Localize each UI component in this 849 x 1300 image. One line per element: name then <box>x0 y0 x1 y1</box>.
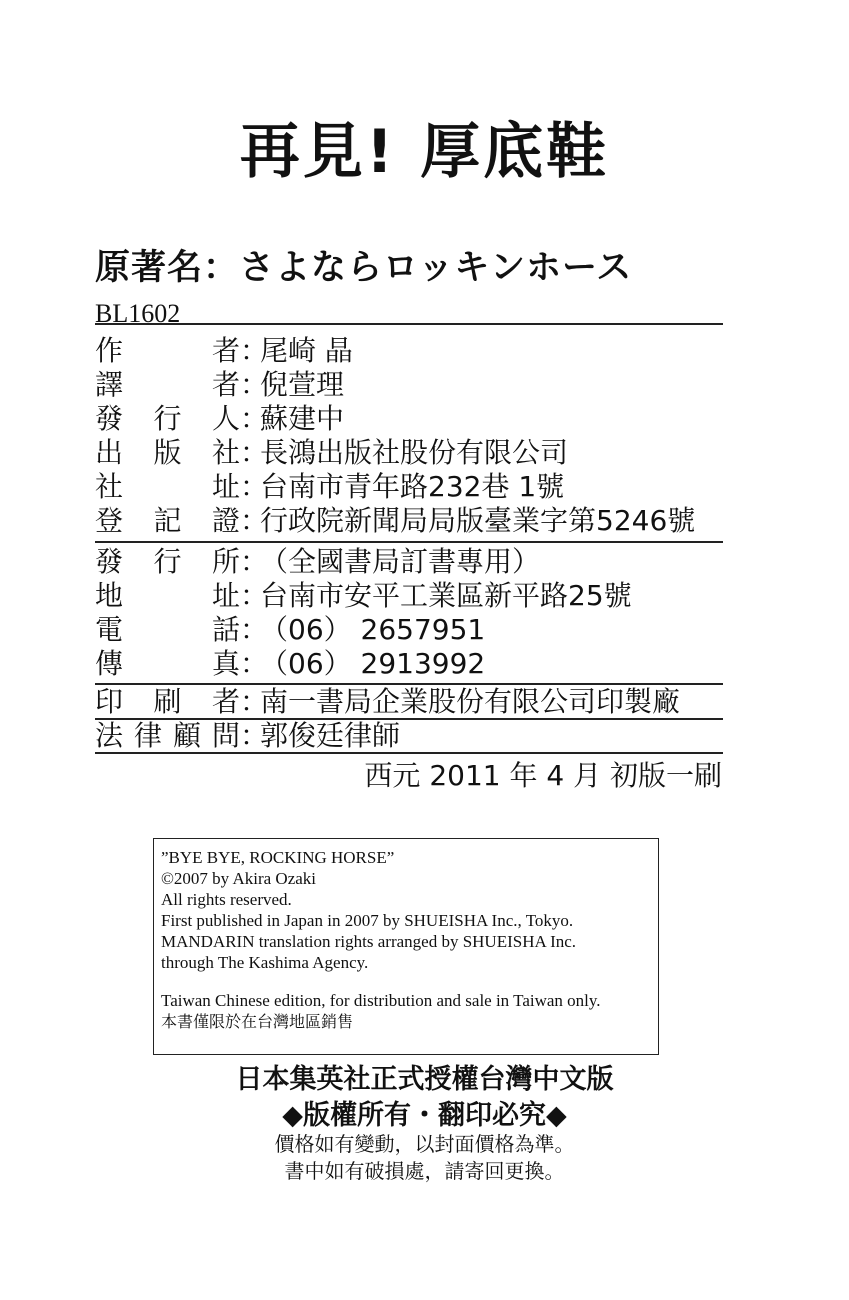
credit-label: 社址 <box>95 470 240 503</box>
license-statement: 日本集英社正式授權台灣中文版 <box>235 1064 614 1095</box>
credit-label: 地址 <box>95 579 240 612</box>
copyright-line: ©2007 by Akira Ozaki <box>161 869 317 888</box>
credit-row-translator <box>95 368 344 402</box>
divider-1 <box>95 323 723 325</box>
credit-value: 南一書局企業股份有限公司印製廠 <box>260 685 681 718</box>
colon: ： <box>240 436 269 469</box>
credit-value: （06） 2657951 <box>260 613 486 646</box>
credit-row-distributor-address <box>95 579 632 613</box>
credit-label: 法律顧問 <box>95 719 240 752</box>
chinese-note: 本書僅限於在台灣地區銷售 <box>161 1012 354 1031</box>
credit-label: 電話 <box>95 613 240 646</box>
divider-5 <box>95 752 723 754</box>
copyright-box <box>153 838 659 1055</box>
credit-label: 印刷者 <box>95 685 240 718</box>
colon: ： <box>240 647 269 680</box>
colon: ： <box>240 685 269 718</box>
credit-value: 長鴻出版社股份有限公司 <box>260 436 569 469</box>
credit-label: 出版社 <box>95 436 240 469</box>
edition-date: 西元 2011 年 4 月 初版一刷 <box>364 759 722 792</box>
credit-label: 作者 <box>95 334 240 367</box>
credit-row-registration <box>95 504 695 538</box>
credit-value: （06） 2913992 <box>260 647 486 680</box>
credit-row-publisher-person <box>95 402 344 436</box>
credit-label: 發行人 <box>95 402 240 435</box>
edition-note: Taiwan Chinese edition, for distribution and sale in Taiwan only. <box>161 991 601 1010</box>
book-title: 再見! 厚底鞋 <box>239 117 610 187</box>
credit-row-legal <box>95 719 400 753</box>
credit-value: 台南市青年路232巷 1號 <box>260 470 565 503</box>
rights-statement: ◆版權所有・翻印必究◆ <box>282 1100 567 1131</box>
credit-row-printer <box>95 685 680 719</box>
colon: ： <box>240 579 269 612</box>
credit-row-publisher <box>95 436 568 470</box>
credit-label: 譯者 <box>95 368 240 401</box>
divider-2 <box>95 541 723 543</box>
credit-row-author <box>95 334 353 368</box>
credit-row-fax <box>95 647 485 681</box>
copyright-line: First published in Japan in 2007 by SHUEISHA Inc., Tokyo. <box>161 911 574 930</box>
colon: ： <box>240 719 269 752</box>
original-title: 原著名：さよならロッキンホース <box>95 248 633 288</box>
credit-label: 傳真 <box>95 647 240 680</box>
copyright-line: ”BYE BYE, ROCKING HORSE” <box>161 848 395 867</box>
colon: ： <box>240 504 269 537</box>
colon: ： <box>240 470 269 503</box>
credit-row-address <box>95 470 564 504</box>
copyright-line: through The Kashima Agency. <box>161 953 369 972</box>
copyright-line: MANDARIN translation rights arranged by SHUEISHA Inc. <box>161 932 577 951</box>
credit-value: 倪萱理 <box>260 368 345 401</box>
credit-row-phone <box>95 613 485 647</box>
credit-label: 登記證 <box>95 504 240 537</box>
credit-value: 台南市安平工業區新平路25號 <box>260 579 632 612</box>
colon: ： <box>240 334 269 367</box>
credit-value: 郭俊廷律師 <box>260 719 401 752</box>
colon: ： <box>240 368 269 401</box>
price-note: 價格如有變動，以封面價格為準。 <box>274 1132 575 1156</box>
credit-value: （全國書局訂書專用） <box>260 545 541 578</box>
credit-value: 行政院新聞局局版臺業字第5246號 <box>260 504 696 537</box>
credit-row-distributor <box>95 545 540 579</box>
book-code: BL1602 <box>95 299 181 328</box>
colon: ： <box>240 402 269 435</box>
colon: ： <box>240 613 269 646</box>
replace-note: 書中如有破損處，請寄回更換。 <box>284 1159 565 1183</box>
credit-label: 發行所 <box>95 545 240 578</box>
credit-value: 尾崎 晶 <box>260 334 353 367</box>
copyright-line: All rights reserved. <box>161 890 292 909</box>
spacer <box>161 973 658 990</box>
colon: ： <box>240 545 269 578</box>
credit-value: 蘇建中 <box>260 402 345 435</box>
